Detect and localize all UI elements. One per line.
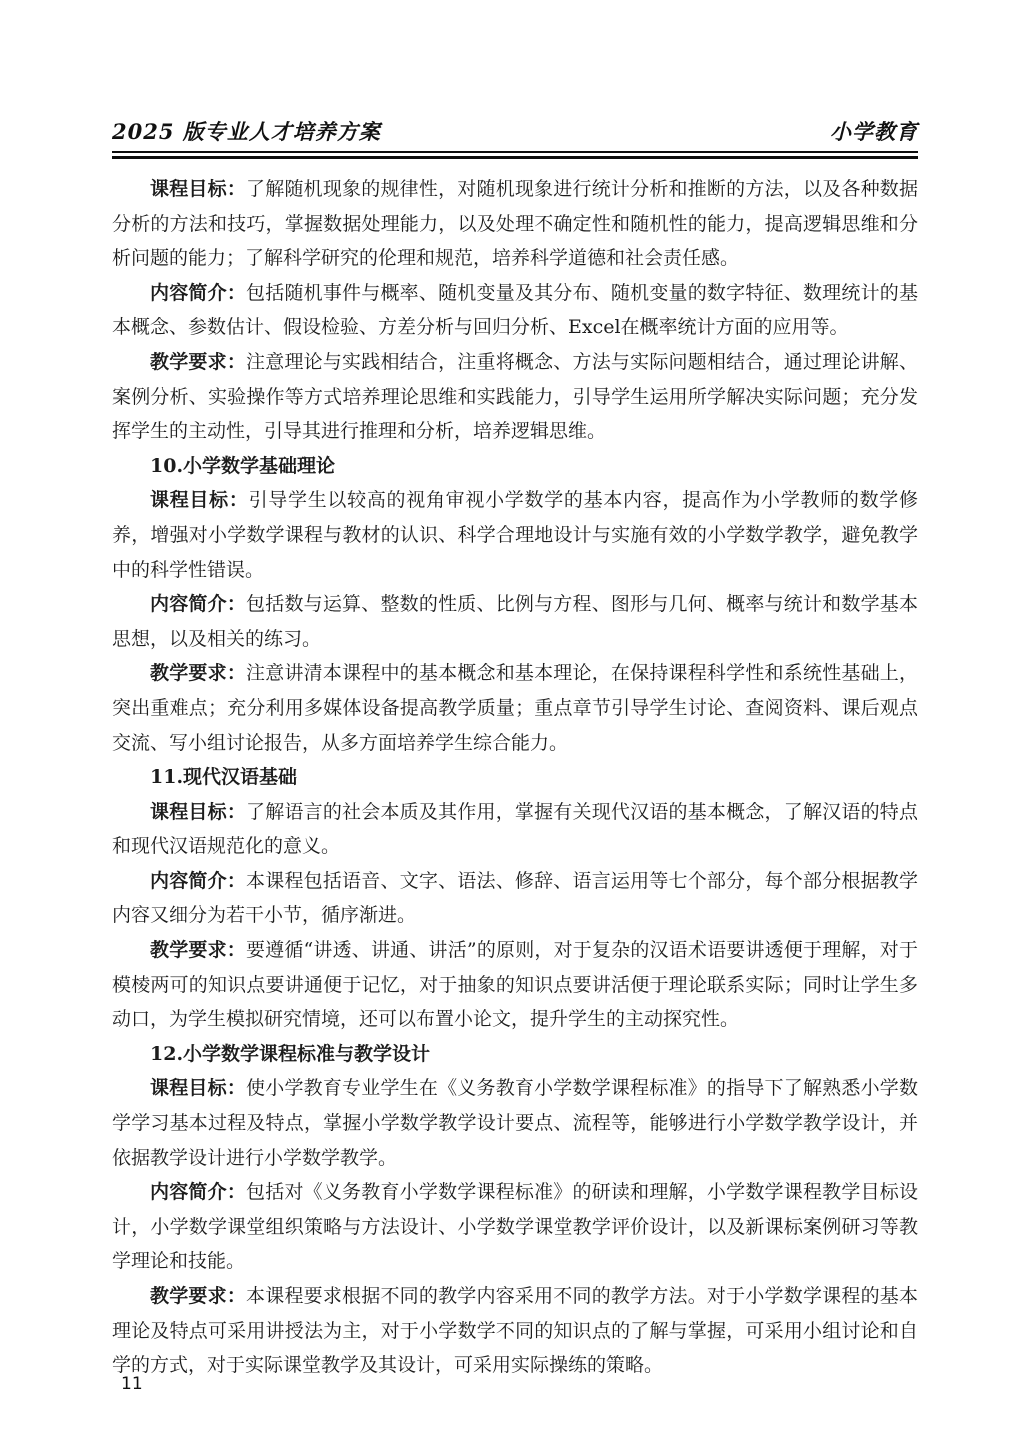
paragraph-lead: 课程目标：	[150, 1077, 247, 1100]
header-left-title: 2025 版专业人才培养方案	[112, 119, 381, 144]
paragraph-course-objective-1	[112, 172, 918, 276]
paragraph-teaching-requirement-11	[112, 933, 918, 1037]
document-body	[112, 172, 918, 1383]
paragraph-text: 要遵循“讲透、讲通、讲活”的原则，对于复杂的汉语术语要讲透便于理解，对于模棱两可的知识点要讲通便于记忆，对于抽象的知识点要讲活便于理论联系实际；同时让学生多动口，为学生模拟研究情境，还可以布置小论文，提升学生的主动探究性。	[112, 939, 918, 1031]
paragraph-text: 本课程包括语音、文字、语法、修辞、语言运用等七个部分，每个部分根据教学内容又细分为若干小节，循序渐进。	[112, 869, 918, 927]
section-heading-11: 11.现代汉语基础	[150, 766, 298, 789]
paragraph-teaching-requirement-12	[112, 1279, 918, 1383]
paragraph-text: 了解语言的社会本质及其作用，掌握有关现代汉语的基本概念，了解汉语的特点和现代汉语规范化的意义。	[112, 800, 918, 858]
paragraph-teaching-requirement-1	[112, 345, 918, 449]
paragraph-lead: 教学要求：	[150, 662, 247, 685]
paragraph-content-intro-10	[112, 587, 918, 656]
paragraph-text: 包括数与运算、整数的性质、比例与方程、图形与几何、概率与统计和数学基本思想，以及相关的练习。	[112, 593, 918, 650]
paragraph-text: 注意理论与实践相结合，注重将概念、方法与实际问题相结合，通过理论讲解、案例分析、实验操作等方式培养理论思维和实践能力，引导学生运用所学解决实际问题；充分发挥学生的主动性，引导其进行推理和分析，培养逻辑思维。	[112, 350, 918, 443]
paragraph-text: 注意讲清本课程中的基本概念和基本理论，在保持课程科学性和系统性基础上，突出重难点；充分利用多媒体设备提高教学质量；重点章节引导学生讨论、查阅资料、课后观点交流、写小组讨论报告，从多方面培养学生综合能力。	[112, 662, 918, 754]
header-divider	[112, 151, 918, 159]
paragraph-lead: 内容简介：	[150, 281, 247, 304]
page-number: 11	[121, 1374, 143, 1394]
paragraph-lead: 内容简介：	[150, 593, 247, 616]
paragraph-teaching-requirement-10	[112, 656, 918, 760]
paragraph-content-intro-11	[112, 864, 918, 933]
paragraph-course-objective-12	[112, 1071, 918, 1175]
paragraph-text: 引导学生以较高的视角审视小学数学的基本内容，提高作为小学教师的数学修养，增强对小学数学课程与教材的认识、科学合理地设计与实施有效的小学数学教学，避免教学中的科学性错误。	[112, 489, 918, 581]
paragraph-lead: 内容简介：	[150, 869, 247, 892]
page-header	[112, 116, 918, 146]
header-right-title: 小学教育	[830, 119, 918, 144]
paragraph-lead: 教学要求：	[150, 1285, 247, 1307]
paragraph-lead: 教学要求：	[150, 350, 247, 373]
paragraph-text: 使小学教育专业学生在《义务教育小学数学课程标准》的指导下了解熟悉小学数学学习基本过程及特点，掌握小学数学教学设计要点、流程等，能够进行小学数学教学设计，并依据教学设计进行小学数学教学。	[112, 1077, 918, 1169]
section-heading-10: 10.小学数学基础理论	[150, 454, 336, 477]
paragraph-lead: 课程目标：	[150, 800, 247, 823]
section-heading-12: 12.小学数学课程标准与教学设计	[150, 1042, 431, 1065]
paragraph-lead: 课程目标：	[150, 178, 247, 200]
paragraph-content-intro-12	[112, 1175, 918, 1279]
paragraph-lead: 课程目标：	[150, 489, 249, 512]
paragraph-text: 了解随机现象的规律性，对随机现象进行统计分析和推断的方法，以及各种数据分析的方法和技巧，掌握数据处理能力，以及处理不确定性和随机性的能力，提高逻辑思维和分析问题的能力；了解科学研究的伦理和规范，培养科学道德和社会责任感。	[112, 178, 918, 270]
paragraph-course-objective-10	[112, 483, 918, 587]
paragraph-text: 包括随机事件与概率、随机变量及其分布、随机变量的数字特征、数理统计的基本概念、参数估计、假设检验、方差分析与回归分析、Excel在概率统计方面的应用等。	[112, 281, 918, 339]
paragraph-course-objective-11	[112, 795, 918, 864]
paragraph-text: 本课程要求根据不同的教学内容采用不同的教学方法。对于小学数学课程的基本理论及特点可采用讲授法为主，对于小学数学不同的知识点的了解与掌握，可采用小组讨论和自学的方式，对于实际课堂教学及其设计，可采用实际操练的策略。	[112, 1285, 918, 1377]
paragraph-lead: 教学要求：	[150, 939, 246, 962]
paragraph-content-intro-1	[112, 276, 918, 345]
paragraph-lead: 内容简介：	[150, 1181, 247, 1204]
paragraph-text: 包括对《义务教育小学数学课程标准》的研读和理解，小学数学课程教学目标设计，小学数学课堂组织策略与方法设计、小学数学课堂教学评价设计，以及新课标案例研习等教学理论和技能。	[112, 1181, 918, 1273]
